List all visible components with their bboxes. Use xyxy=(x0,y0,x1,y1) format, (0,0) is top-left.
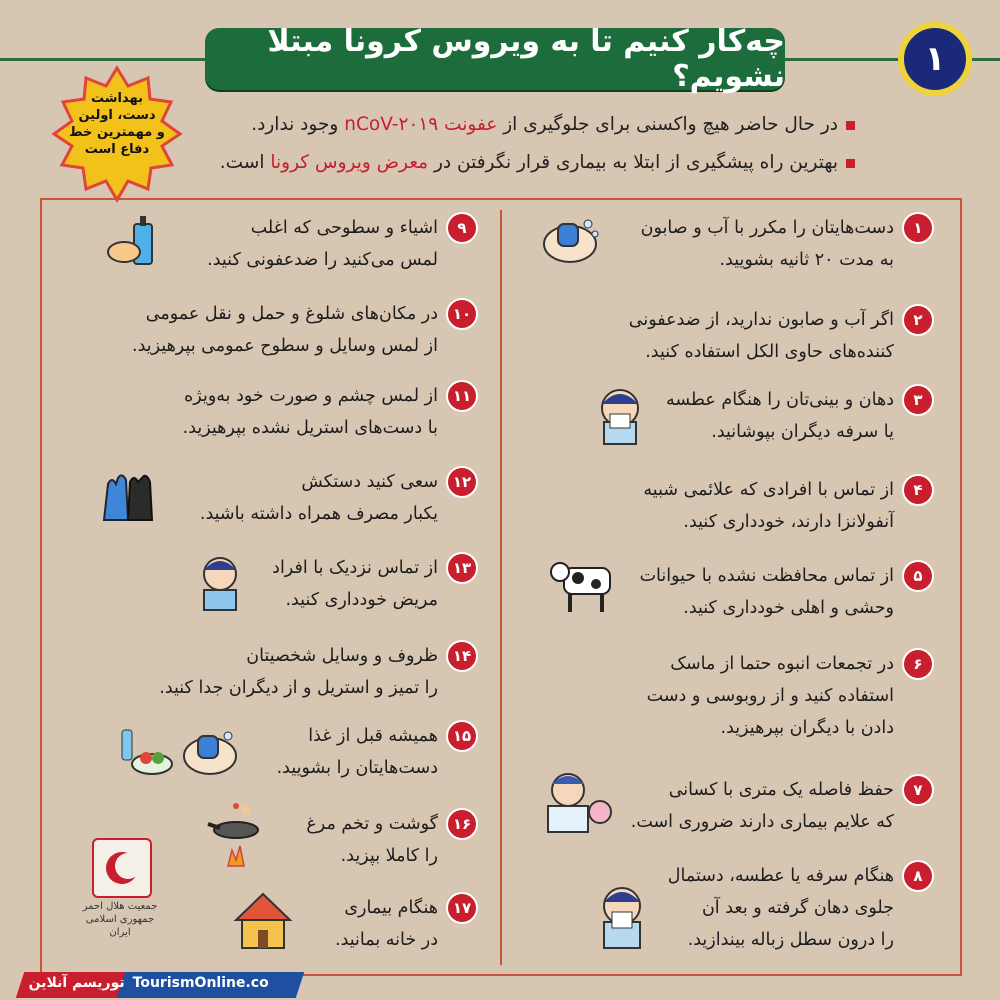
hygiene-starburst xyxy=(42,64,192,214)
bullet-icon xyxy=(846,159,855,168)
starburst-text xyxy=(42,90,192,158)
step-text: از تماس نزدیک با افراد مریض خودداری کنید. xyxy=(272,558,438,610)
intro-highlight: عفونت nCoV-۲۰۱۹ xyxy=(344,114,498,135)
step-text: اگر آب و صابون ندارید، از ضدعفونی کننده‌های حاوی الکل استفاده کنید. xyxy=(628,310,894,362)
step-number: ۱ xyxy=(902,212,934,244)
step-item xyxy=(647,648,934,744)
intro-line-1 xyxy=(251,114,855,135)
step-text: همیشه قبل از غذا دست‌هایتان را بشویید. xyxy=(276,726,438,778)
step-number: ۳ xyxy=(902,384,934,416)
step-item xyxy=(159,640,478,704)
hand-washing-icon xyxy=(180,724,242,778)
bullet-icon xyxy=(846,121,855,130)
step-text: ظروف و وسایل شخصیتان را تمیز و استریل و از دیگران جدا کنید. xyxy=(159,646,438,698)
step-number: ۹ xyxy=(446,212,478,244)
step-item xyxy=(641,212,934,276)
step-text: اشیاء و سطوحی که اغلب لمس می‌کنید را ضدعفونی کنید. xyxy=(207,218,438,270)
step-number: ۱۵ xyxy=(446,720,478,752)
sick-person-icon xyxy=(196,552,244,612)
intro-line-2 xyxy=(220,152,855,173)
logo-line: جمهوری اسلامی ایران xyxy=(85,914,155,938)
starburst-line: بهداشت xyxy=(91,91,143,106)
step-item xyxy=(183,380,478,444)
step-text: دهان و بینی‌تان را هنگام عطسه یا سرفه دیگران بپوشانید. xyxy=(666,390,894,442)
step-text: در مکان‌های شلوغ و حمل و نقل عمومی از لمس وسایل و سطوح عمومی بپرهیزید. xyxy=(132,304,438,356)
step-number: ۶ xyxy=(902,648,934,680)
step-item xyxy=(666,384,934,448)
step-text: حفظ فاصله یک متری با کسانی که علایم بیماری دارند ضروری است. xyxy=(630,780,894,832)
step-number: ۵ xyxy=(902,560,934,592)
intro-text: بهترین راه پیشگیری از ابتلا به بیماری قرار نگرفتن در xyxy=(428,152,838,173)
step-item xyxy=(643,474,934,538)
brand-fa: توریسم آنلاین xyxy=(28,975,125,991)
cooking-pan-icon xyxy=(206,800,270,870)
step-number: ۱۲ xyxy=(446,466,478,498)
step-text: از لمس چشم و صورت خود به‌ویژه با دست‌های استریل نشده بپرهیزید. xyxy=(182,386,438,438)
starburst-line: دست، اولین xyxy=(78,108,156,123)
step-text: از تماس محافظت نشده با حیوانات وحشی و اهلی خودداری کنید. xyxy=(639,566,894,618)
step-item xyxy=(668,860,934,956)
intro-text: است. xyxy=(219,152,271,173)
step-number: ۲ xyxy=(902,304,934,336)
step-number: ۱۳ xyxy=(446,552,478,584)
brand-footer xyxy=(16,972,304,998)
step-text: از تماس با افرادی که علائمی شبیه آنفولانزا دارند، خودداری کنید. xyxy=(643,480,894,532)
column-divider xyxy=(500,210,502,965)
step-item xyxy=(335,892,478,956)
step-number: ۱۱ xyxy=(446,380,478,412)
step-item xyxy=(306,808,478,872)
sneezing-person-icon xyxy=(590,384,650,446)
coughing-person-icon xyxy=(592,880,652,950)
step-text: دست‌هایتان را مکرر با آب و صابون به مدت ۲۰ ثانیه بشویید. xyxy=(640,218,894,270)
food-icon xyxy=(116,724,174,778)
house-icon xyxy=(232,890,294,952)
step-item xyxy=(207,212,478,276)
step-item xyxy=(629,304,934,368)
step-text: در تجمعات انبوه حتما از ماسک استفاده کنید و از روبوسی و دست دادن با دیگران بپرهیزید. xyxy=(646,654,894,738)
red-crescent-logo xyxy=(92,838,152,898)
step-number: ۴ xyxy=(902,474,934,506)
crescent-icon xyxy=(94,840,150,896)
step-number: ۱۴ xyxy=(446,640,478,672)
intro-text: در حال حاضر هیچ واکسنی برای جلوگیری از xyxy=(497,114,838,135)
starburst-line: و مهمترین خط xyxy=(69,125,165,140)
gloves-icon xyxy=(100,470,156,524)
doctor-icon xyxy=(544,768,614,834)
cow-icon xyxy=(548,552,622,616)
step-number: ۱۷ xyxy=(446,892,478,924)
starburst-line: دفاع است xyxy=(84,142,150,157)
step-text: گوشت و تخم مرغ را کاملا بپزید. xyxy=(306,814,438,866)
intro-highlight: معرض ویروس کرونا xyxy=(270,152,429,173)
step-item xyxy=(631,774,934,838)
step-text: سعی کنید دستکش یکبار مصرف همراه داشته باشید. xyxy=(199,472,438,524)
sanitizer-bottles-icon xyxy=(104,214,160,270)
step-item xyxy=(272,552,478,616)
brand-en: TourismOnline.co xyxy=(132,975,269,991)
page-number-badge: ۱ xyxy=(898,22,972,96)
step-item xyxy=(132,298,478,362)
step-number: ۸ xyxy=(902,860,934,892)
hand-washing-icon xyxy=(540,214,602,266)
step-number: ۱۰ xyxy=(446,298,478,330)
step-item xyxy=(277,720,478,784)
step-number: ۱۶ xyxy=(446,808,478,840)
step-number: ۷ xyxy=(902,774,934,806)
step-item xyxy=(200,466,478,530)
intro-text: وجود ندارد. xyxy=(251,114,345,135)
page-title: چه‌کار کنیم تا به ویروس کرونا مبتلا نشویم؟ xyxy=(205,28,785,90)
step-text: هنگام سرفه یا عطسه، دستمال جلوی دهان گرفته و بعد آن را درون سطل زباله بیندازید. xyxy=(667,866,894,950)
logo-line: جمعیت هلال احمر xyxy=(82,901,158,912)
red-crescent-name xyxy=(78,900,162,939)
step-text: هنگام بیماری در خانه بمانید. xyxy=(335,898,438,950)
step-item xyxy=(640,560,934,624)
